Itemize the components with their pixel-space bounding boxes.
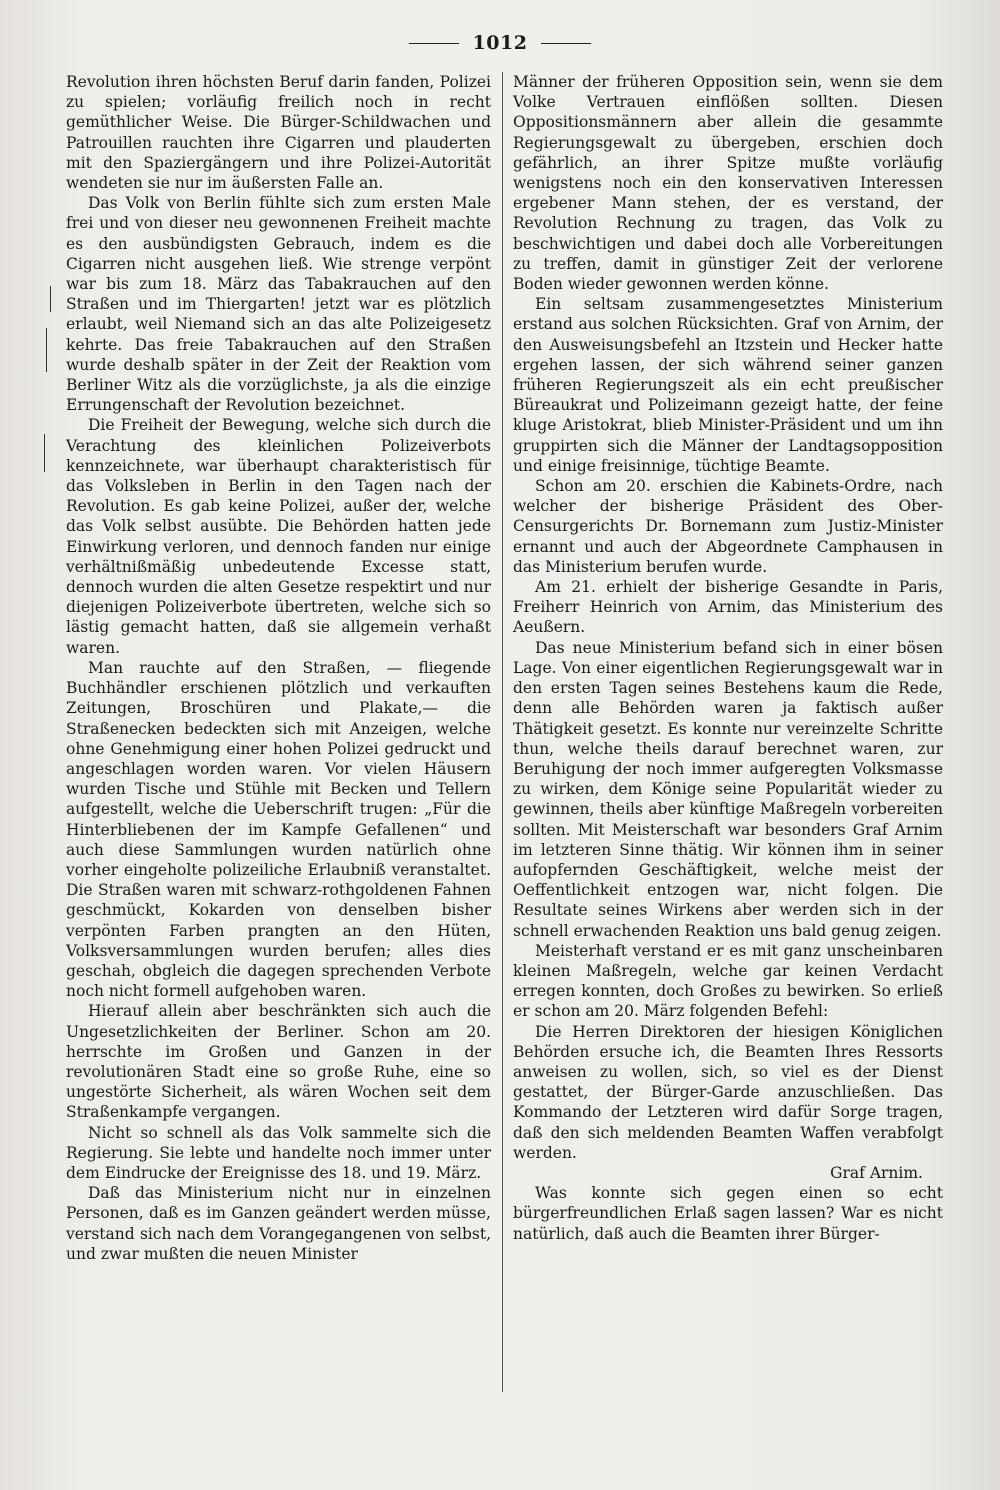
page-header <box>0 32 1000 54</box>
header-rule-right <box>541 43 591 44</box>
paragraph: Hierauf allein aber beschränkten sich auch die Ungesetzlichkeiten der Berliner. Schon am 20. herrschte im Großen und Ganzen in der revolutionären Stadt eine so große Ruhe, eine so ungestörte Sicherheit, als wären Wochen seit dem Straßenkampfe vergangen. <box>66 1002 491 1122</box>
paragraph: Meisterhaft verstand er es mit ganz unscheinbaren kleinen Maßregeln, welche gar keinen Verdacht erregen konnten, doch Großes zu bewirken. So erließ er schon am 20. März folgenden Befehl: <box>513 941 943 1021</box>
paragraph: Schon am 20. erschien die Kabinets-Ordre, nach welcher der bisherige Präsident des Ober-Censurgerichts Dr. Bornemann zum Justiz-Minister ernannt und auch der Abgeordnete Camphausen in das Ministerium berufen wurde. <box>513 477 943 576</box>
signature-line: Graf Arnim. <box>830 1163 923 1182</box>
paragraph: Männer der früheren Opposition sein, wenn sie dem Volke Vertrauen einflößen sollten. Diesen Oppositionsmännern aber allein die gesammte Regierungsgewalt zu übergeben, erschien doch gefährlich, an ihrer Spitze mußte vorläufig wenigstens noch ein den konservativen Interessen ergebener Mann stehen, der es verstand, der Revolution Rechnung zu tragen, das Volk zu beschwichtigen und dabei doch alle Vorbereitungen zu treffen, damit in günstiger Zeit der verlorene Boden wieder gewonnen werden könne. <box>513 73 943 294</box>
paragraph: Das Volk von Berlin fühlte sich zum ersten Male frei und von dieser neu gewonnenen Freiheit machte es den ausbündigsten Gebrauch, indem es die Cigarren nicht ausgehen ließ. Wie strenge verpönt war bis zum 18. März das Tabakrauchen auf den Straßen und im Thiergarten! jetzt war es plötzlich erlaubt, weil Niemand sich an das alte Polizeigesetz kehrte. Das freie Tabakrauchen auf den Straßen wurde deshalb später in der Zeit der Reaktion vom Berliner Witz als die vorzüglichste, ja als die einzige Errungenschaft der Revolution bezeichnet. <box>66 194 491 415</box>
paragraph: Daß das Ministerium nicht nur in einzelnen Personen, daß es im Ganzen geändert werden müsse, verstand sich nach dem Vorangegangenen von selbst, und zwar mußten die neuen Minister <box>66 1184 491 1263</box>
paragraph: Am 21. erhielt der bisherige Gesandte in Paris, Freiherr Heinrich von Arnim, das Ministerium des Aeußern. <box>513 578 943 637</box>
paragraph: Nicht so schnell als das Volk sammelte sich die Regierung. Sie lebte und handelte noch immer unter dem Eindrucke der Ereignisse des 18. und 19. März. <box>66 1123 491 1182</box>
paragraph: Man rauchte auf den Straßen, — fliegende Buchhändler erschienen plötzlich und verkauften Zeitungen, Broschüren und Plakate,— die Straßenecken bedeckten sich mit Anzeigen, welche ohne Genehmigung einer hohen Polizei gedruckt und angeschlagen worden waren. Vor vielen Häusern wurden Tische und Stühle mit Becken und Tellern aufgestellt, welche die Ueberschrift trugen: „Für die Hinterbliebenen der im Kampfe Gefallenen“ und auch diese Sammlungen wurden natürlich ohne vorher eingeholte polizeiliche Erlaubniß veranstaltet. Die Straßen waren mit schwarz-rothgoldenen Fahnen geschmückt, Kokarden von denselben bisher verpönten Farben prangten an den Hüten, Volksversammlungen wurden berufen; alles dies geschah, obgleich die dagegen sprechenden Verbote noch nicht formell aufgehoben waren. <box>66 658 491 1001</box>
margin-pencil-mark <box>50 286 51 312</box>
left-column <box>66 72 491 1264</box>
paragraph: Was konnte sich gegen einen so echt bürgerfreundlichen Erlaß sagen lassen? War es nicht natürlich, daß auch die Beamten ihrer Bürger- <box>513 1184 943 1243</box>
margin-pencil-mark <box>44 434 45 472</box>
margin-pencil-mark <box>46 328 47 372</box>
paragraph: Ein seltsam zusammengesetztes Ministerium erstand aus solchen Rücksichten. Graf von Arnim, der den Ausweisungsbefehl an Itzstein und Hecker hatte ergehen lassen, der sich während seiner ganzen früheren Regierungszeit als ein echt preußischer Büreaukrat und Polizeimann gezeigt hatte, der feine kluge Aristokrat, blieb Minister-Präsident und um ihn gruppirten sich die Männer der Landtagsopposition und einige freisinnige, tüchtige Beamte. <box>513 295 943 475</box>
paragraph: Das neue Ministerium befand sich in einer bösen Lage. Von einer eigentlichen Regierungsgewalt war in den ersten Tagen seines Bestehens kaum die Rede, denn alle Behörden waren ja faktisch außer Thätigkeit gesetzt. Es konnte nur vereinzelte Schritte thun, welche theils darauf berechnet waren, zur Beruhigung der noch immer aufgeregten Volksmasse zu wirken, dem Könige seine Popularität wieder zu gewinnen, theils aber künftige Maßregeln vorbereiten sollten. Mit Meisterschaft war besonders Graf Arnim im letzteren Sinne thätig. Wir können ihm in seiner aufopfernden Geschäftigkeit, welche meist der Oeffentlichkeit entzogen war, nicht folgen. Die Resultate seines Wirkens aber werden sich in der schnell erwachenden Reaktion uns bald genug zeigen. <box>513 638 943 940</box>
header-rule-left <box>409 43 459 44</box>
column-divider <box>502 72 503 1392</box>
page-number: 1012 <box>472 32 528 54</box>
paragraph: Revolution ihren höchsten Beruf darin fanden, Polizei zu spielen; vorläufig freilich noch in recht gemüthlicher Weise. Die Bürger-Schildwachen und Patrouillen rauchten ihre Cigarren und plauderten mit den Spaziergängern und ihre Polizei-Autorität wendeten sie nur im äußersten Falle an. <box>66 73 491 193</box>
right-column <box>513 72 943 1244</box>
paragraph: Die Freiheit der Bewegung, welche sich durch die Verachtung des kleinlichen Polizeiverbots kennzeichnete, war überhaupt charakteristisch für das Volksleben in Berlin in den Tagen nach der Revolution. Es gab keine Polizei, außer der, welche das Volk selbst ausübte. Die Behörden hatten jede Einwirkung verloren, und dennoch fanden nur einige verhältnißmäßig unbedeutende Excesse statt, dennoch wurden die alten Gesetze respektirt und nur diejenigen Polizeiverbote übertreten, welche sich so lästig gemacht hatten, daß sie allgemein verhaßt waren. <box>66 416 491 657</box>
quoted-order: Die Herren Direktoren der hiesigen Königlichen Behörden ersuche ich, die Beamten Ihres Ressorts anweisen zu wollen, sich, so viel es der Dienst gestattet, der Bürger-Garde anzuschließen. Das Kommando der Letzteren wird dafür Sorge tragen, daß den sich meldenden Beamten Waffen verabfolgt werden. <box>513 1022 943 1162</box>
